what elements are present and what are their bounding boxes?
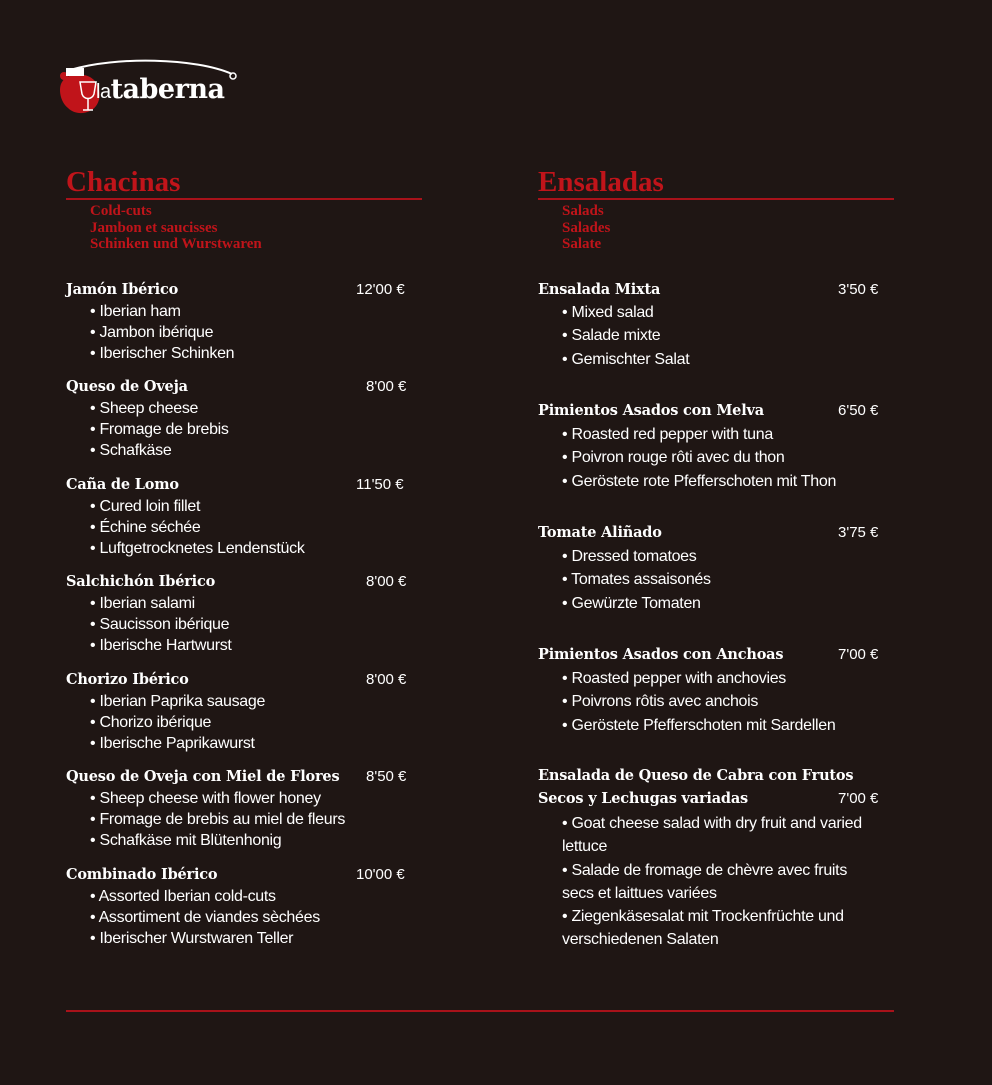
desc-line: • Dressed tomatoes [562,548,697,565]
desc-line: • Geröstete Pfefferschoten mit Sardellen [562,716,836,734]
item-description [66,593,422,656]
section-title: Chacinas [66,166,422,200]
desc-line: • Jambon ibérique [90,324,214,341]
subtitle-en: Cold-cuts [90,203,152,219]
section-title: Ensaladas [538,166,894,200]
desc-line: • Geröstete rote Pfefferschoten mit Thon [562,472,837,490]
desc-line: • Roasted red pepper with tuna [562,426,773,443]
desc-line: • Salade mixte [562,327,661,345]
item-name: Ensalada Mixta [538,281,661,298]
item-description [538,301,894,371]
section-chacinas [66,166,422,253]
item-price: 8'00 € [366,671,407,688]
subtitle-de: Schinken und Wurstwaren [90,236,262,252]
desc-line: • Schafkäse [90,442,172,459]
desc-line: • Iberische Paprikawurst [90,735,255,752]
desc-line: • Iberian Paprika sausage [90,693,266,710]
item-price: 7'00 € [838,790,879,807]
item-name: Queso de Oveja [66,378,188,395]
desc-line: • Poivron rouge rôti avec du thon [562,449,785,467]
item-name: Chorizo Ibérico [66,671,189,688]
desc-line: • Gewürzte Tomaten [562,594,701,612]
section-subtitles [538,203,894,253]
item-price: 7'00 € [838,646,879,663]
desc-line: • Assorted Iberian cold-cuts [90,888,276,905]
menu-item [66,768,422,858]
item-price: 11'50 € [356,476,404,493]
item-description [66,398,422,461]
item-price: 10'00 € [356,866,405,883]
item-description [538,812,894,952]
menu-item [66,573,422,663]
item-description [66,301,422,364]
item-price: 12'00 € [356,281,405,298]
menu-item [538,767,894,957]
item-description [66,886,422,949]
menu-item [538,402,894,497]
desc-line: • Iberische Hartwurst [90,637,232,654]
item-price: 3'75 € [838,524,879,541]
item-name: Queso de Oveja con Miel de Flores [66,768,340,785]
item-price: 8'50 € [366,768,407,785]
section-subtitles [66,203,422,253]
desc-line: • Schafkäse mit Blütenhonig [90,832,282,849]
desc-line: • Ziegenkäsesalat mit Trockenfrüchte und [562,908,844,926]
menu-item [66,866,422,956]
item-price: 8'00 € [366,573,407,590]
desc-line: • Sheep cheese [90,400,199,417]
menu-item [66,281,422,371]
section-ensaladas [538,166,894,253]
item-name: Jamón Ibérico [66,281,179,298]
desc-line: • Chorizo ibérique [90,714,212,731]
item-description [66,691,422,754]
desc-line: • Iberischer Wurstwaren Teller [90,930,294,947]
item-description [538,423,894,493]
desc-line: • Luftgetrocknetes Lendenstück [90,540,305,557]
bottom-divider [66,1010,894,1012]
item-name-line-2: Secos y Lechugas variadas [538,790,749,807]
subtitle-fr: Salades [562,219,611,236]
item-name: Salchichón Ibérico [66,573,216,590]
item-description [66,496,422,559]
desc-line: • Gemischter Salat [562,350,690,368]
desc-line: • Salade de fromage de chèvre avec fruits [562,861,848,879]
item-name: Ensalada de Queso de Cabra con Frutos [538,767,854,784]
subtitle-fr: Jambon et saucisses [90,219,218,236]
desc-line: • Iberischer Schinken [90,345,235,362]
item-description [538,667,894,737]
subtitle-de: Salate [562,236,602,252]
menu-item [538,281,894,376]
desc-line: • Échine séchée [90,519,201,536]
desc-line: lettuce [562,838,608,856]
desc-line: verschiedenen Salaten [562,931,719,949]
desc-line: • Fromage de brebis [90,421,229,438]
desc-line: • Cured loin fillet [90,498,201,515]
desc-line: • Tomates assaisonés [562,571,711,589]
item-description [66,788,422,851]
desc-line: • Sheep cheese with flower honey [90,790,321,807]
desc-line: • Iberian ham [90,303,181,320]
item-description [538,545,894,615]
desc-line: • Goat cheese salad with dry fruit and varied [562,815,862,832]
desc-line: secs et laittues variées [562,884,717,902]
desc-line: • Assortiment de viandes sèchées [90,909,320,926]
brand-prefix: la [96,81,111,103]
item-name: Caña de Lomo [66,476,179,493]
menu-item [538,524,894,619]
subtitle-en: Salads [562,203,604,219]
menu-item [66,476,422,566]
desc-line: • Poivrons rôtis avec anchois [562,693,759,711]
brand-name: taberna [110,74,225,105]
desc-line: • Fromage de brebis au miel de fleurs [90,811,346,828]
item-name: Pimientos Asados con Anchoas [538,646,784,663]
menu-item [66,378,422,468]
item-price: 3'50 € [838,281,879,298]
item-name: Combinado Ibérico [66,866,218,883]
item-name: Tomate Aliñado [538,524,662,541]
menu-item [66,671,422,761]
desc-line: • Iberian salami [90,595,195,612]
brand-logo [56,58,246,120]
item-price: 6'50 € [838,402,879,419]
brand-wordmark [96,74,224,105]
desc-line: • Mixed salad [562,304,654,321]
menu-item [538,646,894,741]
desc-line: • Roasted pepper with anchovies [562,670,786,687]
item-name: Pimientos Asados con Melva [538,402,764,419]
item-price: 8'00 € [366,378,407,395]
desc-line: • Saucisson ibérique [90,616,230,633]
